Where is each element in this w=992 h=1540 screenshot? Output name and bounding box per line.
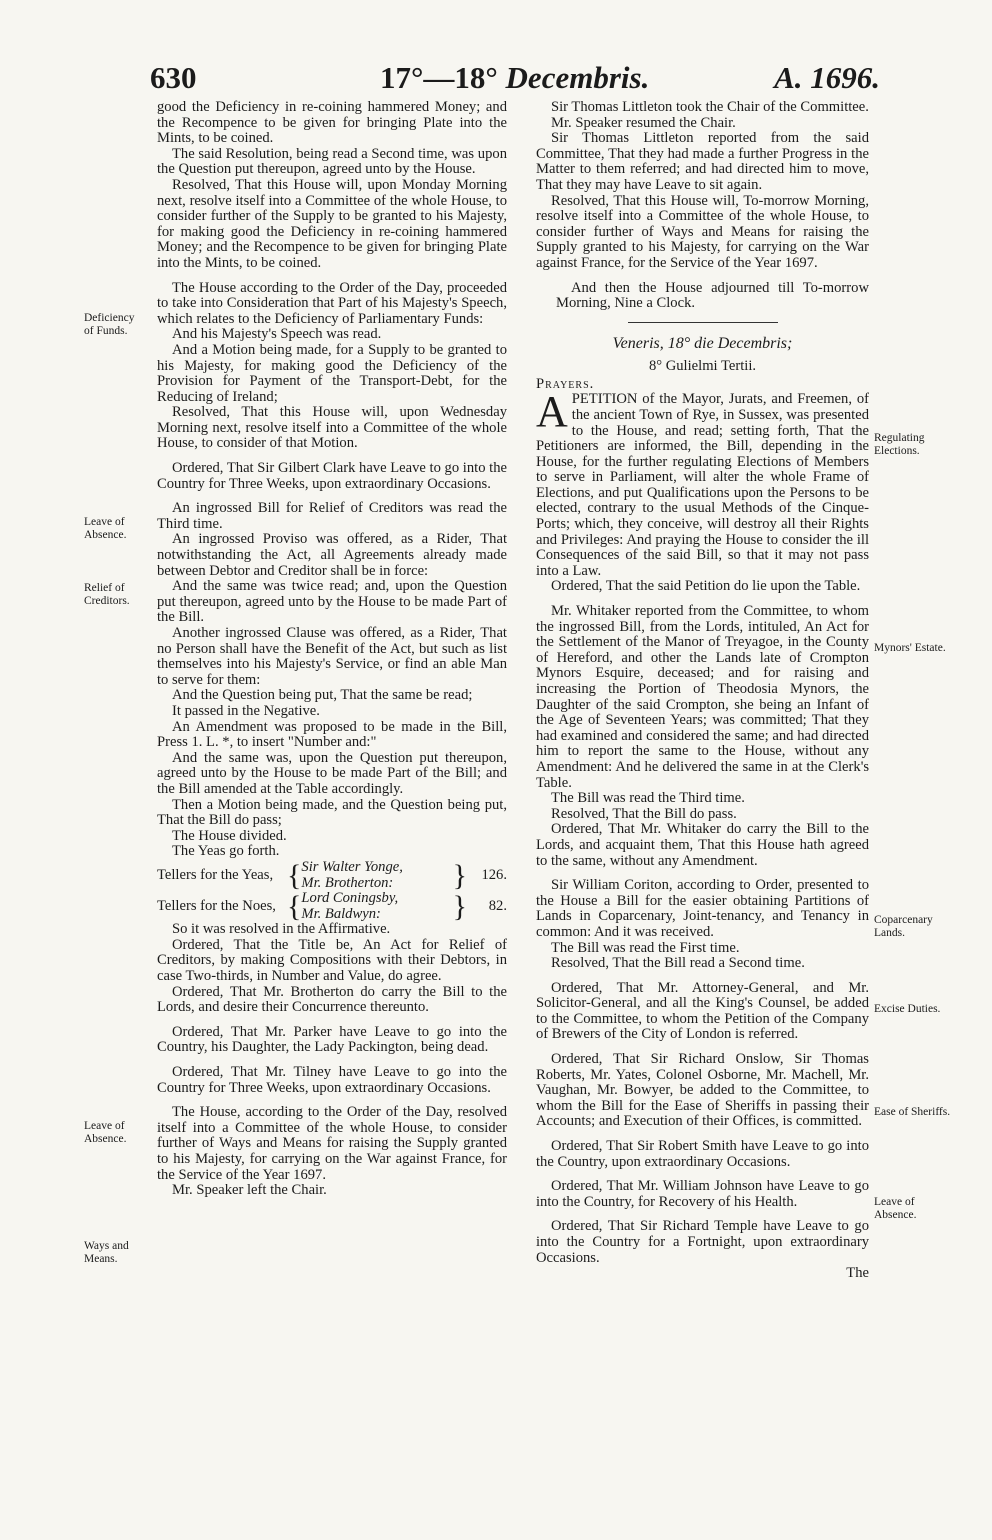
left-column xyxy=(157,100,507,1199)
paragraph: The Yeas go forth. xyxy=(172,843,280,860)
prayers-heading: Prayers. xyxy=(536,375,595,392)
margin-note: Excise Duties. xyxy=(874,1003,941,1015)
tellers-yeas-count: 126. xyxy=(481,866,507,883)
margin-note: Relief of Creditors. xyxy=(84,582,130,607)
header-date-numbers: 17°—18° xyxy=(380,60,498,95)
teller-name: Lord Coningsby, xyxy=(301,890,399,907)
paragraph: Mr. Speaker left the Chair. xyxy=(172,1182,327,1199)
paragraph: So it was resolved in the Affirmative. xyxy=(172,921,391,938)
paragraph: Ordered, That Mr. Brotherton do carry the Bill to the Lords, and desire their Concurrence thereunto. xyxy=(157,983,507,1016)
paragraph: Sir Thomas Littleton reported from the said Committee, That they had made a further Progress in the Matter to them referred; and had directed him to move, That they may have Leave to sit again. xyxy=(536,130,869,193)
margin-note: Leave of Absence. xyxy=(84,516,127,541)
tellers-noes-row: Tellers for the Noes, { Lord Coningsby, Mr. Baldwyn: } 82. xyxy=(157,889,507,923)
paragraph: Resolved, That the Bill do pass. xyxy=(551,805,737,822)
paragraph: And then the House adjourned till To-morrow Morning, Nine a Clock. xyxy=(556,279,869,312)
paragraph: The House divided. xyxy=(172,827,287,844)
day-heading: Veneris, 18° die Decembris; xyxy=(612,334,793,352)
paragraph: Another ingrossed Clause was offered, as a Rider, That no Person shall have the Benefit of the Act, but such as list themselves into his Majesty's Service, or find an able Man to serve for them: xyxy=(157,625,507,688)
regnal-year: 8° Gulielmi Tertii. xyxy=(648,357,757,374)
teller-name: Mr. Baldwyn: xyxy=(301,905,381,922)
paragraph: good the Deficiency in re-coining hammered Money; and the Recompence to be given for bringing Plate into the Mints, to be coined. xyxy=(157,99,507,147)
paragraph: Ordered, That Sir Gilbert Clark have Leave to go into the Country for Three Weeks, upon extraordinary Occasions. xyxy=(157,460,507,492)
header-year: A. 1696. xyxy=(774,60,880,95)
catchword: The xyxy=(846,1265,869,1282)
teller-name: Mr. Brotherton: xyxy=(301,874,394,891)
paragraph: And the Question being put, That the same be read; xyxy=(172,687,473,704)
paragraph: Sir William Coriton, according to Order, presented to the House a Bill for the easier obtaining Partitions of Lands in Coparcenary, Joint-tenancy, and Tenancy in common: And it was received. xyxy=(536,877,869,940)
section-divider xyxy=(628,322,778,323)
paragraph: The House according to the Order of the Day, proceeded to take into Consideration that Part of his Majesty's Speech, which relates to the Deficiency of Parliamentary Funds: xyxy=(157,279,507,327)
margin-note: Mynors' Estate. xyxy=(874,642,946,654)
drop-cap: A xyxy=(536,387,568,437)
paragraph: Mr. Speaker resumed the Chair. xyxy=(551,114,736,131)
petition-block xyxy=(536,387,869,579)
tellers-yeas-label: Tellers for the Yeas, xyxy=(157,866,274,883)
paragraph: Ordered, That the Title be, An Act for Relief of Creditors, by making Compositions with their Debtors, in case Two-thirds, in Number and Value, do agree. xyxy=(157,936,507,985)
header-date xyxy=(380,58,649,98)
page-number: 630 xyxy=(150,60,197,95)
paragraph: Resolved, That the Bill read a Second time. xyxy=(551,955,805,972)
paragraph: Mr. Whitaker reported from the Committee, to whom the ingrossed Bill, from the Lords, intituled, An Act for the Settlement of the Manor of Treyagoe, in the County of Hereford, and other the Lands late of Crompton Mynors Esquire, deceased; and for raising and increasing the Portion of Theodosia Mynors, the Daughter of the said Crompton, she being an Infant of the Age of Seventeen Years; was committed; That they had examined and considered the same; and had directed him to report the same to the House, without any Amendment: And he delivered the same in at the Clerk's Table. xyxy=(536,603,869,791)
paragraph: And his Majesty's Speech was read. xyxy=(172,326,382,343)
paragraph: Then a Motion being made, and the Question being put, That the Bill do pass; xyxy=(157,796,507,829)
paragraph: Ordered, That Mr. Tilney have Leave to go into the Country for Three Weeks, upon extraordinary Occasions. xyxy=(157,1064,507,1096)
margin-note: Ways and Means. xyxy=(84,1240,129,1265)
paragraph: The Bill was read the Third time. xyxy=(551,790,745,807)
paragraph: The House, according to the Order of the Day, resolved itself into a Committee of the whole House, to consider further of Ways and Means for raising the Supply granted to his Majesty, for carrying on the War against France, for the Service of the Year 1697. xyxy=(157,1104,507,1183)
page-header xyxy=(150,58,880,98)
margin-note: Deficiency of Funds. xyxy=(84,312,135,337)
paragraph: Sir Thomas Littleton took the Chair of the Committee. xyxy=(551,99,869,115)
margin-note: Coparcenary Lands. xyxy=(874,914,933,939)
margin-note: Leave of Absence. xyxy=(874,1196,917,1221)
paragraph: Ordered, That Mr. Attorney-General, and Mr. Solicitor-General, and all the King's Counsel, be added to the Committee, to whom the Petition of the Company of Brewers of the City of London is referred. xyxy=(536,979,869,1043)
paragraph: An ingrossed Proviso was offered, as a Rider, That notwithstanding the Act, all Agreements already made between Debtor and Creditor shall be in force: xyxy=(157,531,507,579)
paragraph: Ordered, That Mr. Parker have Leave to go into the Country, his Daughter, the Lady Packington, being dead. xyxy=(157,1023,507,1056)
paragraph: Ordered, That Sir Robert Smith have Leave to go into the Country, upon extraordinary Occasions. xyxy=(536,1138,869,1170)
paragraph: Resolved, That this House will, upon Wednesday Morning next, resolve itself into a Committee of the whole House, to consider of that Motion. xyxy=(157,404,507,452)
paragraph: It passed in the Negative. xyxy=(172,702,320,719)
header-date-word: Decembris. xyxy=(505,60,650,95)
paragraph: An Amendment was proposed to be made in the Bill, Press 1. L. *, to insert "Number and:" xyxy=(157,718,507,751)
paragraph: Ordered, That Sir Richard Temple have Leave to go into the Country for a Fortnight, upon extraordinary Occasions. xyxy=(536,1218,869,1266)
paragraph: Ordered, That Mr. William Johnson have Leave to go into the Country, for Recovery of his Health. xyxy=(536,1178,869,1210)
margin-note: Regulating Elections. xyxy=(874,432,925,457)
tellers-noes-label: Tellers for the Noes, xyxy=(157,897,276,914)
paragraph: Resolved, That this House will, upon Monday Morning next, resolve itself into a Committee of the whole House, to consider further of the Supply to be granted to his Majesty, for making good the Deficiency in re-coining hammered Money; and the Recompence to be given for bringing Plate into the Mints, to be coined. xyxy=(157,176,507,271)
paragraph: The Bill was read the First time. xyxy=(551,939,740,956)
tellers-noes-count: 82. xyxy=(488,897,507,914)
paragraph: And a Motion being made, for a Supply to be granted to his Majesty, for making good the Deficiency of the Provision for Payment of the Transport-Debt, for the Reducing of Ireland; xyxy=(157,341,507,405)
paragraph: An ingrossed Bill for Relief of Creditors was read the Third time. xyxy=(157,500,507,532)
paragraph: PETITION of the Mayor, Jurats, and Freemen, of the ancient Town of Rye, in Sussex, was presented to the House, and read; setting forth, That the Petitioners are informed, the Bill, depending in the House, for the further regulating Elections of Members to serve in Parliament, will alter the whole Frame of Elections, and put Qualifications upon the Persons to be elected, contrary to the usual Methods of the Cinque-Ports; which, they conceive, will destroy all their Rights and Privileges: And praying the House to consider the ill Consequences of the said Bill, so that it may not pass into a Law. xyxy=(536,391,869,579)
margin-note: Leave of Absence. xyxy=(84,1120,127,1145)
paragraph: The said Resolution, being read a Second time, was upon the Question put thereupon, agreed unto by the House. xyxy=(157,145,507,178)
margin-note: Ease of Sheriffs. xyxy=(874,1106,951,1118)
tellers-table xyxy=(157,860,507,922)
tellers-yeas-row: Tellers for the Yeas, { Sir Walter Yonge, Mr. Brotherton: } 126. xyxy=(157,858,507,892)
paragraph: And the same was twice read; and, upon the Question put thereupon, agreed unto by the House to be made Part of the Bill. xyxy=(157,578,507,626)
paragraph: Ordered, That the said Petition do lie upon the Table. xyxy=(551,578,861,595)
paragraph: Ordered, That Mr. Whitaker do carry the Bill to the Lords, and acquaint them, That this House hath agreed to the same, without any Amendment. xyxy=(536,821,869,869)
teller-name: Sir Walter Yonge, xyxy=(301,858,403,875)
paragraph: Resolved, That this House will, To-morrow Morning, resolve itself into a Committee of the whole House, to consider further of Ways and Means for raising the Supply granted to his Majesty, for carrying on the War against France, for the Service of the Year 1697. xyxy=(536,192,869,271)
paragraph: And the same was, upon the Question put thereupon, agreed unto by the House to be made Part of the Bill; and the Bill amended at the Table accordingly. xyxy=(157,749,507,797)
paragraph: Ordered, That Sir Richard Onslow, Sir Thomas Roberts, Mr. Yates, Colonel Osborne, Mr. Machell, Mr. Vaughan, Mr. Bowyer, be added to the Committee, to whom the Bill for the Ease of Sheriffs in passing their Accounts; and Execution of their Offices, is committed. xyxy=(536,1051,869,1130)
right-column xyxy=(536,100,869,1282)
